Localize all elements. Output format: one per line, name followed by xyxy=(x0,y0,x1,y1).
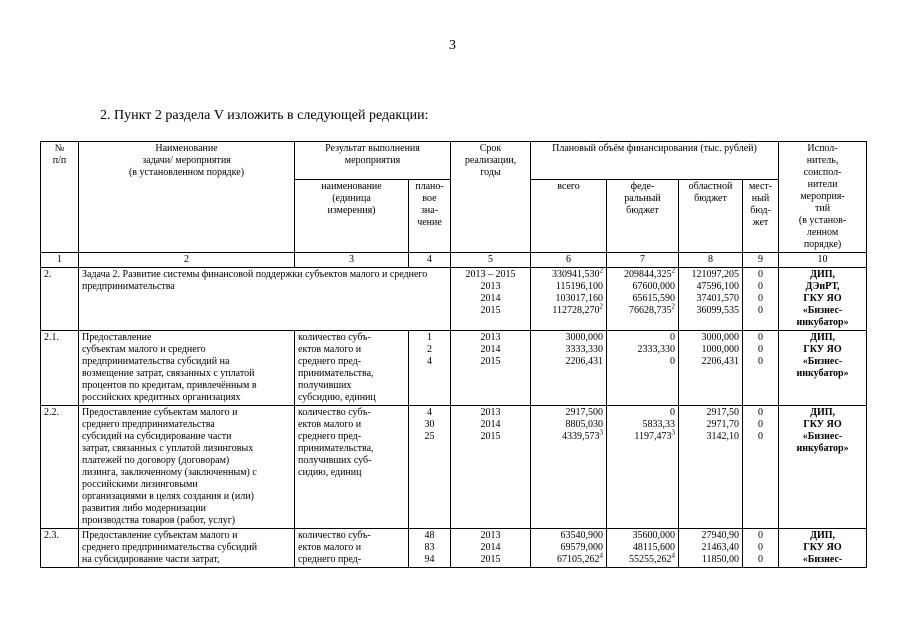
text-line: задачи/ мероприятия xyxy=(142,155,231,166)
text-line: (в установленном порядке) xyxy=(128,167,245,178)
amount-value: 115196,100 xyxy=(555,281,603,292)
header-local xyxy=(743,180,779,253)
col-number: 1 xyxy=(41,253,79,268)
text-line: областной xyxy=(688,181,733,193)
text-line: среднего предпринимательства xyxy=(82,419,215,430)
text-line: среднего пред- xyxy=(298,554,362,565)
text-line: 2015 xyxy=(480,431,501,442)
text-line: 0 xyxy=(758,293,764,304)
row-executor xyxy=(779,406,867,529)
text-line: 2013 – 2015 xyxy=(465,269,516,280)
header-term xyxy=(451,142,531,253)
text-line: инкубатор» xyxy=(796,317,849,328)
text-line: наименование xyxy=(321,181,382,193)
text-line: 1 xyxy=(427,332,432,343)
row-executor xyxy=(779,331,867,406)
text-line: бюджет xyxy=(626,205,659,217)
footnote-marker: 3 xyxy=(599,428,603,437)
text-line: «Бизнес- xyxy=(802,305,843,316)
header-result-plan xyxy=(409,180,451,253)
text-line: среднего пред- xyxy=(298,356,362,367)
text-line: 2 xyxy=(427,344,432,355)
row-num: 2. xyxy=(41,268,79,331)
amount-value: 35600,000 xyxy=(632,530,675,541)
row-regional xyxy=(679,268,743,331)
row-total xyxy=(531,529,607,568)
text-line: ГКУ ЯО xyxy=(803,344,842,355)
text-line: 0 xyxy=(758,281,764,292)
text-line: Результат выполнения xyxy=(325,143,420,154)
row-federal xyxy=(607,406,679,529)
row-regional xyxy=(679,529,743,568)
footnote-marker: 4 xyxy=(671,551,675,560)
text-line: получивших суб- xyxy=(298,455,372,466)
amount-value: 8805,030 xyxy=(565,419,603,430)
footnote-marker: 2 xyxy=(599,266,603,275)
text-line: ГКУ ЯО xyxy=(803,293,842,304)
text-line: ектов малого и xyxy=(298,344,362,355)
amount-value: 5833,33 xyxy=(642,419,675,430)
text-line: мест- xyxy=(748,181,773,193)
text-line: 2015 xyxy=(480,554,501,565)
row-years xyxy=(451,406,531,529)
row-task: Задача 2. Развитие системы финансовой поддержки субъектов малого и среднего предпринимательства xyxy=(79,268,451,331)
text-line: ектов малого и xyxy=(298,419,362,430)
row-federal xyxy=(607,529,679,568)
row-total xyxy=(531,406,607,529)
text-line: 2015 xyxy=(480,305,501,316)
text-line: ДИП, xyxy=(810,332,835,343)
row-total xyxy=(531,331,607,406)
text-line: производства товаров (работ, услуг) xyxy=(82,515,236,526)
footnote-marker: 4 xyxy=(599,551,603,560)
text-line: 0 xyxy=(758,530,764,541)
amount-value: 76628,735$^2$ xyxy=(629,302,675,316)
header-total: всего xyxy=(531,180,607,253)
row-years xyxy=(451,331,531,406)
row-regional xyxy=(679,331,743,406)
amount-value: 3000,000 xyxy=(565,332,603,343)
text-line: Предоставление субъектам малого и xyxy=(82,407,238,418)
text-line: «Бизнес- xyxy=(802,554,843,565)
text-line: 2971,70 xyxy=(706,419,739,430)
text-line: среднего пред- xyxy=(298,431,362,442)
row-task xyxy=(79,331,295,406)
text-line: 2014 xyxy=(480,344,501,355)
text-line: 48 xyxy=(424,530,435,541)
text-line: «Бизнес- xyxy=(802,356,843,367)
text-line: получивших xyxy=(298,380,352,391)
text-line: (единица xyxy=(332,193,371,205)
text-line: 0 xyxy=(758,269,764,280)
row-result-name xyxy=(295,331,409,406)
row-plan xyxy=(409,331,451,406)
text-line: 2013 xyxy=(480,281,501,292)
financing-table xyxy=(40,141,867,568)
text-line: Предоставление субъектам малого и xyxy=(82,530,238,541)
amount-value: 2917,500 xyxy=(565,407,603,418)
text-line: № xyxy=(54,143,65,154)
text-line: 37401,570 xyxy=(696,293,739,304)
row-executor xyxy=(779,268,867,331)
text-line: чение xyxy=(417,217,442,229)
amount-value: 65615,590 xyxy=(632,293,675,304)
row-federal xyxy=(607,331,679,406)
row-years xyxy=(451,268,531,331)
text-line: возмещение затрат, связанных с уплатой xyxy=(82,368,255,379)
text-line: нитель, xyxy=(806,155,839,166)
amount-value: 67105,262$^4$ xyxy=(557,551,603,565)
text-line: 2013 xyxy=(480,407,501,418)
row-total xyxy=(531,268,607,331)
text-line: 4 xyxy=(427,356,432,367)
text-line: 47596,100 xyxy=(696,281,739,292)
text-line: Наименование xyxy=(155,143,218,154)
col-number: 8 xyxy=(679,253,743,268)
text-line: 3000,000 xyxy=(701,332,739,343)
row-task xyxy=(79,406,295,529)
text-line: 2014 xyxy=(480,293,501,304)
header-result-name xyxy=(295,180,409,253)
text-line: количество субъ- xyxy=(298,332,371,343)
text-line: жет xyxy=(752,217,769,229)
text-line: ральный xyxy=(624,193,661,205)
col-number: 2 xyxy=(79,253,295,268)
text-line: реализации, xyxy=(464,155,517,166)
text-line: субсидий на субсидирование части xyxy=(82,431,232,442)
text-line: 2206,431 xyxy=(701,356,739,367)
text-line: годы xyxy=(480,167,501,178)
amount-value: 1197,473$^3$ xyxy=(634,428,675,442)
text-line: на субсидирование части затрат, xyxy=(82,554,220,565)
text-line: 21463,40 xyxy=(701,542,739,553)
footnote-marker: 2 xyxy=(671,266,675,275)
text-line: 2013 xyxy=(480,530,501,541)
text-line: ДИП, xyxy=(810,407,835,418)
amount-value: 3333,330 xyxy=(565,344,603,355)
row-years xyxy=(451,529,531,568)
text-line: 2014 xyxy=(480,542,501,553)
text-line: лизинга, заключенному (заключенным) с xyxy=(82,467,257,478)
table-row xyxy=(41,406,867,529)
text-line: сидию, единиц xyxy=(298,467,362,478)
row-local xyxy=(743,529,779,568)
text-line: организациями в целях создания и (или) xyxy=(82,491,254,502)
text-line: зна- xyxy=(420,205,439,217)
amount-value: 4339,573$^3$ xyxy=(562,428,603,442)
row-result-name xyxy=(295,529,409,568)
text-line: Срок xyxy=(479,143,502,154)
text-line: 4 xyxy=(427,407,432,418)
amount-value: 69579,000 xyxy=(560,542,603,553)
text-line: 83 xyxy=(424,542,435,553)
text-line: 0 xyxy=(758,419,764,430)
row-executor xyxy=(779,529,867,568)
text-line: платежей по договору (договорам) xyxy=(82,455,230,466)
text-line: 30 xyxy=(424,419,435,430)
text-line: российскими лизинговыми xyxy=(82,479,198,490)
text-line: субъектам малого и среднего xyxy=(82,344,206,355)
text-line: ДИП, xyxy=(810,269,835,280)
text-line: ГКУ ЯО xyxy=(803,419,842,430)
text-line: тий xyxy=(814,203,831,214)
col-number: 3 xyxy=(295,253,409,268)
header-regional xyxy=(679,180,743,253)
text-line: затрат, связанных с уплатой лизинговых xyxy=(82,443,254,454)
text-line: измерения) xyxy=(327,205,376,217)
table-row xyxy=(41,268,867,331)
row-plan xyxy=(409,529,451,568)
text-line: принимательства, xyxy=(298,368,374,379)
row-local xyxy=(743,331,779,406)
text-line: 25 xyxy=(424,431,435,442)
header-finance: Плановый объём финансирования (тыс. рублей) xyxy=(531,142,779,180)
text-line: ДЭиРТ, xyxy=(805,281,840,292)
text-line: 0 xyxy=(758,332,764,343)
text-line: 2015 xyxy=(480,356,501,367)
text-line: 0 xyxy=(758,356,764,367)
text-line: количество субъ- xyxy=(298,530,371,541)
row-result-name xyxy=(295,406,409,529)
header-task xyxy=(79,142,295,253)
text-line: 0 xyxy=(758,407,764,418)
text-line: количество субъ- xyxy=(298,407,371,418)
text-line: ДИП, xyxy=(810,530,835,541)
text-line: (в установ- xyxy=(798,215,847,226)
text-line: мероприятия xyxy=(344,155,401,166)
text-line: 36099,535 xyxy=(696,305,739,316)
text-line: п/п xyxy=(52,155,67,166)
text-line: 2917,50 xyxy=(706,407,739,418)
text-line: 1000,000 xyxy=(701,344,739,355)
text-line: 0 xyxy=(758,305,764,316)
amount-value: 209844,325$^2$ xyxy=(624,266,675,280)
text-line: 11850,00 xyxy=(701,554,739,565)
header-num xyxy=(41,142,79,253)
text-line: 2014 xyxy=(480,419,501,430)
amount-value: 67600,000 xyxy=(632,281,675,292)
amount-value: 63540,900 xyxy=(560,530,603,541)
column-number-row xyxy=(41,253,867,268)
text-line: 27940,90 xyxy=(701,530,739,541)
row-num: 2.2. xyxy=(41,406,79,529)
amount-value: 0 xyxy=(670,407,675,418)
row-local xyxy=(743,268,779,331)
col-number: 6 xyxy=(531,253,607,268)
text-line: вое xyxy=(422,193,437,205)
text-line: мероприя- xyxy=(800,191,845,202)
row-plan xyxy=(409,406,451,529)
text-line: соиспол- xyxy=(803,167,842,178)
text-line: Испол- xyxy=(807,143,838,154)
text-line: «Бизнес- xyxy=(802,431,843,442)
text-line: порядке) xyxy=(803,239,842,250)
text-line: 0 xyxy=(758,554,764,565)
text-line: ленном xyxy=(806,227,839,238)
amount-value: 0 xyxy=(670,356,675,367)
row-federal xyxy=(607,268,679,331)
table-row xyxy=(41,331,867,406)
text-line: Предоставление xyxy=(82,332,152,343)
row-regional xyxy=(679,406,743,529)
page-number: 3 xyxy=(449,38,456,53)
text-line: инкубатор» xyxy=(796,443,849,454)
table-header-row xyxy=(41,142,867,180)
amount-value: 2333,330 xyxy=(637,344,675,355)
text-line: 2013 xyxy=(480,332,501,343)
row-num: 2.1. xyxy=(41,331,79,406)
col-number: 4 xyxy=(409,253,451,268)
text-line: бюджет xyxy=(694,193,727,205)
header-result xyxy=(295,142,451,180)
footnote-marker: 3 xyxy=(671,428,675,437)
row-local xyxy=(743,406,779,529)
text-line: ный xyxy=(751,193,770,205)
footnote-marker: 2 xyxy=(599,302,603,311)
amount-value: 48115,600 xyxy=(632,542,675,553)
amount-value: 0 xyxy=(670,332,675,343)
footnote-marker: 2 xyxy=(671,302,675,311)
text-line: нители xyxy=(807,179,838,190)
header-executor xyxy=(779,142,867,253)
text-line: среднего предпринимательства субсидий xyxy=(82,542,258,553)
amount-value: 330941,530$^2$ xyxy=(552,266,603,280)
text-line: 94 xyxy=(424,554,435,565)
col-number: 10 xyxy=(779,253,867,268)
text-line: плано- xyxy=(415,181,444,193)
text-line: развития либо модернизации xyxy=(82,503,206,514)
amount-value: 2206,431 xyxy=(565,356,603,367)
text-line: 0 xyxy=(758,344,764,355)
amount-value: 55255,262$^4$ xyxy=(629,551,675,565)
text-line: 0 xyxy=(758,431,764,442)
text-line: инкубатор» xyxy=(796,368,849,379)
text-line: бюд- xyxy=(750,205,771,217)
amount-value: 103017,160 xyxy=(555,293,603,304)
text-line: 121097,205 xyxy=(691,269,739,280)
text-line: предпринимательства субсидий на xyxy=(82,356,230,367)
row-task xyxy=(79,529,295,568)
text-line: 0 xyxy=(758,542,764,553)
text-line: ектов малого и xyxy=(298,542,362,553)
col-number: 7 xyxy=(607,253,679,268)
header-federal xyxy=(607,180,679,253)
text-line: феде- xyxy=(630,181,655,193)
col-number: 9 xyxy=(743,253,779,268)
text-line: субсидию, единиц xyxy=(298,392,376,403)
text-line: ГКУ ЯО xyxy=(803,542,842,553)
document-heading: 2. Пункт 2 раздела V изложить в следующей редакции: xyxy=(100,108,429,123)
text-line: российских кредитных организациях xyxy=(82,392,241,403)
text-line: 3142,10 xyxy=(706,431,739,442)
text-line: принимательства, xyxy=(298,443,374,454)
table-row xyxy=(41,529,867,568)
text-line: процентов по кредитам, привлечённым в xyxy=(82,380,257,391)
amount-value: 112728,270$^2$ xyxy=(552,302,603,316)
col-number: 5 xyxy=(451,253,531,268)
row-num: 2.3. xyxy=(41,529,79,568)
